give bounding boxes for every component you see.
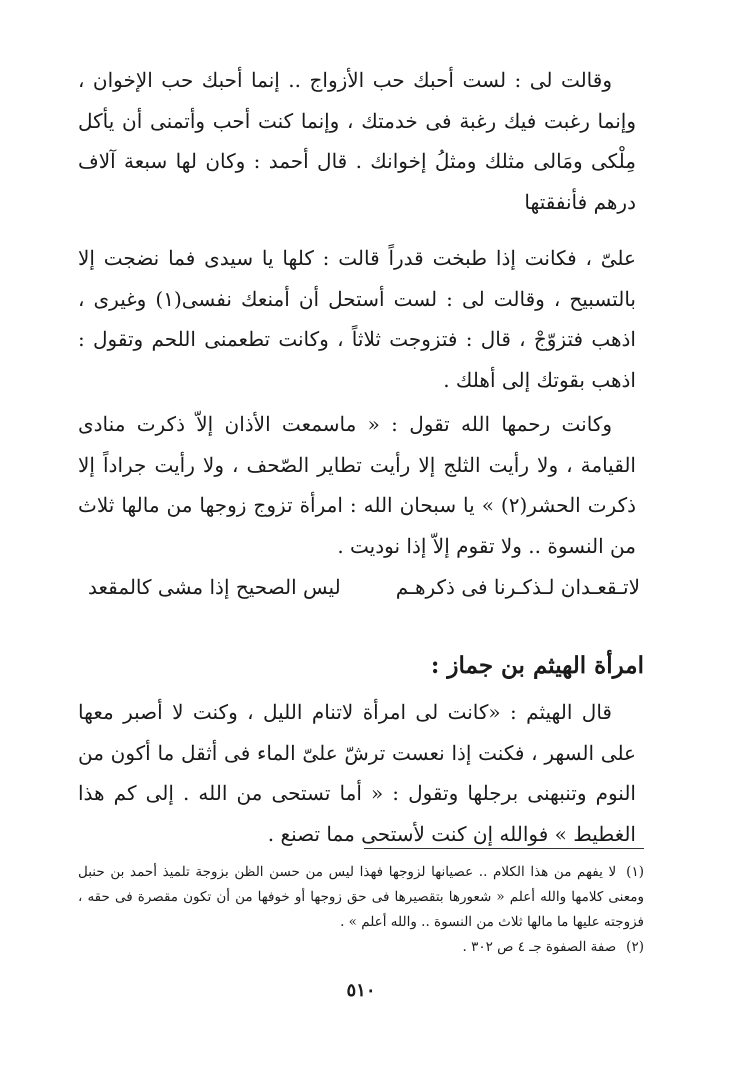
paragraph-1: وقالت لى : لست أحبك حب الأزواج .. إنما أحبك حب الإخوان ، وإنما رغبت فيك رغبة فى خدمتك ، وإنما كنت أحب وأتمنى أن يأكل مِلْكى ومَالى مثلك ومثلُ إخوانك . قال أحمد : وكان لها سبعة آلاف درهم فأنفقتها — [78, 68, 636, 214]
page-number: ٥١٠ — [346, 980, 376, 1001]
paragraph-3: وكانت رحمها الله تقول : « ماسمعت الأذان إلاّ ذكرت منادى القيامة ، ولا رأيت الثلج إلا رأيت تطاير الصّحف ، ولا رأيت جراداً إلا ذكرت الحشر(٢) » يا سبحان الله : امرأة تزوج زوجها من مالها ثلاث من النسوة .. ولا تقوم إلاّ إذا نوديت . — [78, 412, 637, 558]
spacer — [78, 222, 644, 238]
footnote-1 — [78, 860, 644, 935]
paragraph-2: علىّ ، فكانت إذا طبخت قدراً قالت : كلها يا سيدى فما نضجت إلا بالتسبيح ، وقالت لى : لست أستحل أن أمنعك نفسى(١) وغيرى ، اذهب فتزوّجْ ، قال : فتزوجت ثلاثاً ، وكانت تطعمنى اللحم وتقول : اذهب بقوتك إلى أهلك . — [78, 246, 636, 392]
poem-hemistich-left: ليس الصحيح إذا مشى كالمقعد — [88, 575, 341, 599]
book-page — [78, 60, 644, 1060]
footnotes — [78, 860, 644, 960]
footnote-text: صفة الصفوة جـ ٤ ص ٣٠٢ . — [462, 939, 617, 955]
footnote-divider — [364, 848, 644, 849]
section-heading: امرأة الهيثم بن جماز : — [430, 652, 644, 679]
footnote-2 — [78, 935, 644, 960]
paragraph-4: قال الهيثم : «كانت لى امرأة لاتنام الليل ، وكنت لا أصبر معها على السهر ، فكنت إذا نعست ترشّ علىّ الماء فى أثقل ما أكون من النوم وتنبهنى برجلها وتقول : « أما تستحى من الله . إلى كم هذا الغطيط » فوالله إن كنت لأستحى مما تصنع . — [78, 700, 636, 846]
footnote-number: (٢) — [626, 939, 644, 955]
footnote-number: (١) — [626, 864, 644, 880]
footnote-text: لا يفهم من هذا الكلام .. عصيانها لزوجها فهذا ليس من حسن الظن بزوجة تلميذ أحمد بن حنبل ومعنى كلامها والله أعلم « شعورها بتقصيرها فى حق زوجها أو خوفها من أن تكون مقصرة فى حقه ، فزوجته عليها ما مالها ثلاث من النسوة .. والله أعلم » . — [78, 864, 644, 930]
poem-hemistich-right: لاتـقعـدان لـذكـرنا فى ذكرهـم — [395, 575, 640, 599]
poem-verse — [78, 568, 644, 606]
